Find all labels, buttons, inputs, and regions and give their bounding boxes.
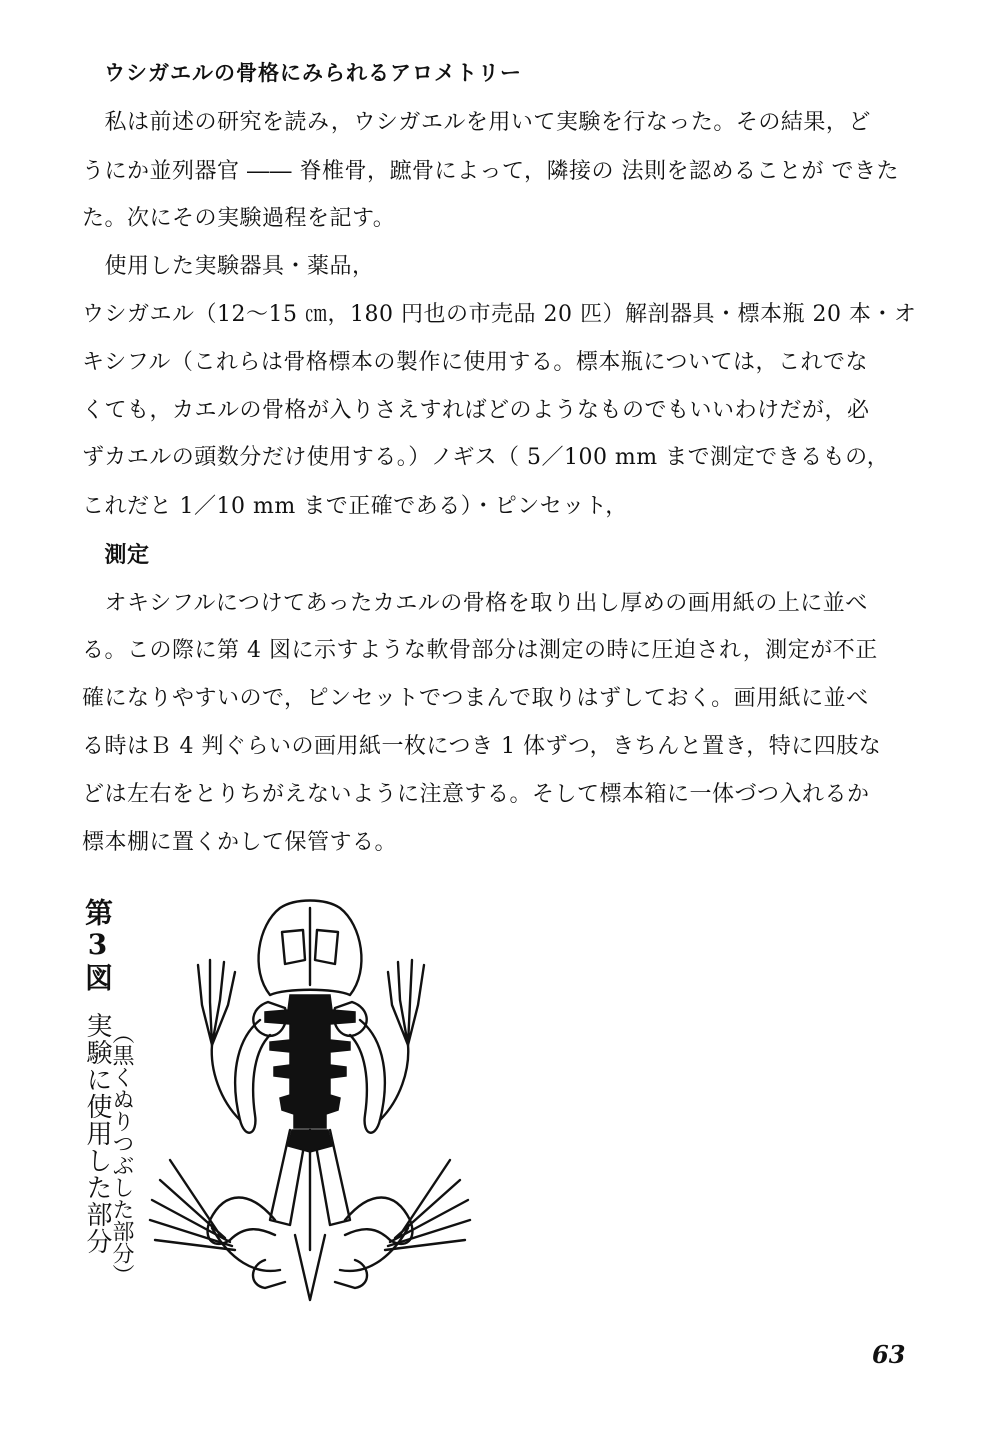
figure-description: 実験に使用した部分 bbox=[82, 1012, 112, 1255]
measurement-line-4: る時はＢ 4 判ぐらいの画用紙一枚につき 1 体ずつ，きちんと置き，特に四肢な bbox=[82, 734, 882, 759]
materials-line-4: ずカエルの頭数分だけ使用する。）ノギス（ 5／100 mm まで測定できるもの， bbox=[82, 445, 890, 470]
left-hand bbox=[198, 960, 235, 1045]
left-humerus bbox=[235, 1020, 270, 1133]
left-ankle bbox=[253, 1260, 285, 1288]
materials-line-1: ウシガエル（12～15 ㎝，180 円也の市売品 20 匹）解剖器具・標本瓶 20 本・オ bbox=[82, 302, 917, 327]
measurement-line-5: どは左右をとりちがえないように注意する。そして標本箱に一体づつ入れるか bbox=[82, 782, 870, 807]
materials-line-5: これだと 1／10 mm まで正確である）・ピンセット， bbox=[82, 494, 628, 519]
paragraph-1-line-3: た。次にその実験過程を記す。 bbox=[82, 206, 396, 231]
paragraph-1-line-1: 私は前述の研究を読み，ウシガエルを用いて実験を行なった。その結果，ど bbox=[82, 110, 871, 135]
measurement-line-1: オキシフルにつけてあったカエルの骨格を取り出し厚めの画用紙の上に並べ bbox=[82, 591, 868, 616]
materials-heading: 使用した実験器具・薬品， bbox=[82, 254, 375, 279]
sacrum-filled bbox=[288, 1130, 332, 1152]
figure-label: 第3図 bbox=[81, 898, 114, 993]
right-eye-orbit bbox=[315, 930, 338, 964]
materials-line-3: くても，カエルの骨格が入りさえすればどのようなものでもいいわけだが，必 bbox=[82, 398, 870, 423]
vertebral-column-filled bbox=[265, 995, 355, 1128]
section-title: ウシガエルの骨格にみられるアロメトリー bbox=[104, 60, 522, 85]
measurement-heading: 測定 bbox=[82, 542, 150, 568]
figure-note: （黒くぬりつぶした部分） bbox=[109, 1022, 134, 1286]
left-eye-orbit bbox=[282, 930, 305, 964]
materials-line-2: キシフル（これらは骨格標本の製作に使用する。標本瓶については，これでな bbox=[82, 350, 868, 375]
frog-skeleton-illustration bbox=[140, 890, 480, 1320]
measurement-line-2: る。この際に第 4 図に示すような軟骨部分は測定の時に圧迫され，測定が不正 bbox=[82, 638, 878, 663]
right-hand bbox=[388, 960, 424, 1045]
right-ankle bbox=[335, 1260, 367, 1288]
page-number: 63 bbox=[872, 1340, 906, 1369]
paragraph-1-line-2: うにか並列器官 ―― 脊椎骨，蹠骨によって，隣接の 法則を認めることが できた bbox=[82, 159, 900, 184]
measurement-line-6: 標本棚に置くかして保管する。 bbox=[82, 830, 398, 855]
right-humerus bbox=[350, 1020, 385, 1133]
measurement-line-3: 確になりやすいので，ピンセットでつまんで取りはずしておく。画用紙に並べ bbox=[82, 686, 869, 711]
